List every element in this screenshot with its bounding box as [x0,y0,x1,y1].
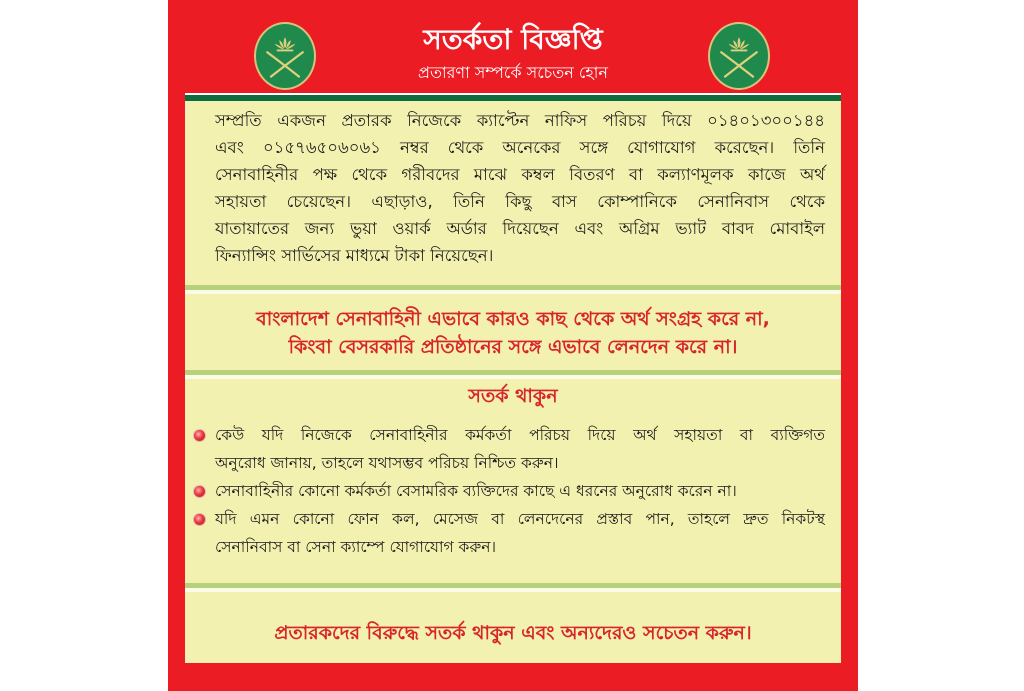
caution-line: কেউ যদি নিজেকে সেনাবাহিনীর কর্মকর্তা পরিচয় দিয়ে অর্থ সহায়তা বা ব্যক্তিগত [215,426,825,444]
intro-line: যাতায়াতের জন্য ভুয়া ওয়ার্ক অর্ডার দিয়েছেন এবং অগ্রিম ভ্যাট বাবদ মোবাইল [215,219,825,238]
section-divider [185,285,841,295]
footer-call-to-action: প্রতারকদের বিরুদ্ধে সতর্ক থাকুন এবং অন্যদেরও সচেতন করুন। [274,622,752,644]
caution-line: সেনানিবাস বা সেনা ক্যাম্পে যোগাযোগ করুন। [215,538,497,556]
section-divider [185,583,841,593]
caution-line: সেনাবাহিনীর কোনো কর্মকর্তা বেসামরিক ব্যক্তিদের কাছে এ ধরনের অনুরোধ করেন না। [215,482,737,500]
warning-line: কিংবা বেসরকারি প্রতিষ্ঠানের সঙ্গে এভাবে লেনদেন করে না। [288,336,738,358]
intro-line: সম্প্রতি একজন প্রতারক নিজেকে ক্যাপ্টেন নাফিস পরিচয় দিয়ে ০১৪০১৩০০১৪৪ [215,111,825,130]
bullet-icon [193,485,206,498]
bullet-icon [193,513,206,526]
notice-poster [168,0,858,691]
caution-item [193,505,825,561]
notice-subtitle: প্রতারণা সম্পর্কে সচেতন হোন [418,63,608,82]
bullet-icon [193,429,206,442]
caution-heading: সতর্ক থাকুন [468,385,558,407]
caution-item [193,477,825,505]
caution-list [193,421,825,561]
army-warning-statement [185,305,841,361]
intro-line: এবং ০১৫৭৬৫০৬০৬১ নম্বর থেকে অনেকের সঙ্গে যোগাযোগ করেছেন। তিনি [215,138,825,157]
caution-item [193,421,825,477]
caution-line: অনুরোধ জানায়, তাহলে যথাসম্ভব পরিচয় নিশ্চিত করুন। [215,454,559,472]
warning-line: বাংলাদেশ সেনাবাহিনী এভাবে কারও কাছ থেকে অর্থ সংগ্রহ করে না, [256,308,770,330]
intro-paragraph [215,107,825,269]
section-divider [185,370,841,380]
intro-line: সহায়তা চেয়েছেন। এছাড়াও, তিনি কিছু বাস কোম্পানিকে সেনানিবাস থেকে [215,192,825,211]
content-panel [185,93,841,663]
notice-title: সতর্কতা বিজ্ঞপ্তি [423,23,603,56]
caution-line: যদি এমন কোনো ফোন কল, মেসেজ বা লেনদেনের প্রস্তাব পান, তাহলে দ্রুত নিকটস্থ [215,510,825,528]
intro-line: সেনাবাহিনীর পক্ষ থেকে গরীবদের মাঝে কম্বল বিতরণ বা কল্যাণমূলক কাজে অর্থ [215,165,825,184]
intro-line: ফিন্যান্সিং সার্ভিসের মাধ্যমে টাকা নিয়েছেন। [215,246,494,265]
top-divider-green [185,95,841,101]
